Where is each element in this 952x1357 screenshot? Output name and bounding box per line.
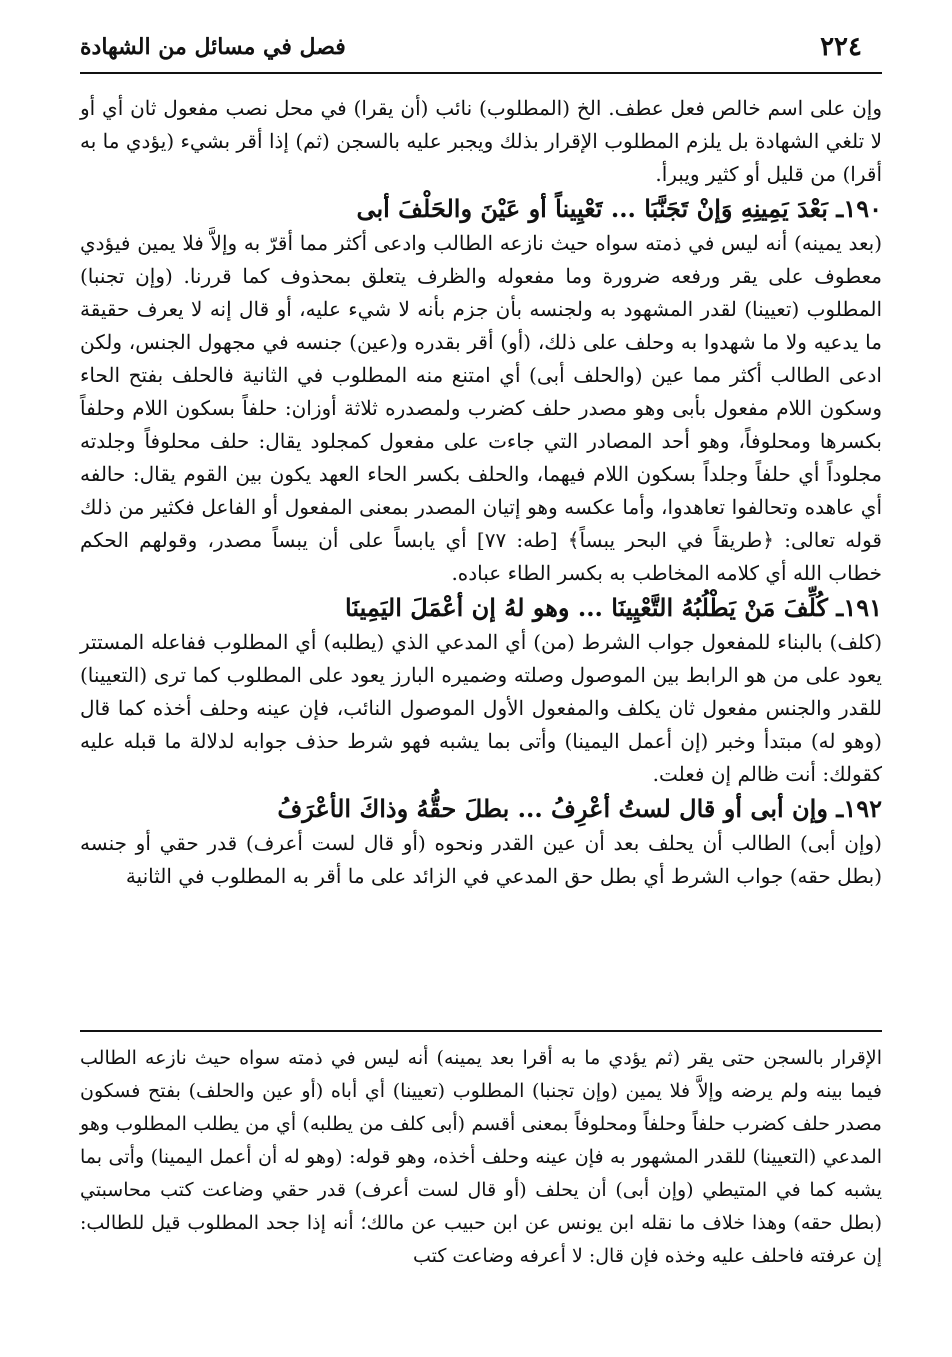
page-number: ٢٢٤ — [820, 32, 862, 62]
header-divider — [80, 72, 882, 74]
footnote-divider — [80, 1030, 882, 1032]
verse-191: ١٩١ـ كُلِّفَ مَنْ يَطْلُبُهُ التَّعْيِينَا ... وهو لهُ إن أعْمَلَ اليَمِينَا — [345, 593, 882, 622]
footnote-text: الإقرار بالسجن حتى يقر (ثم يؤدي ما به أقرا بعد يمينه) أنه ليس في ذمته سواه حيث نازعه الطالب فيما بينه ولم يرضه وإلاَّ فلا يمين (وإن تجنبا) المطلوب (تعيينا) أي أباه (أو عين والحلف) بفتح فسكون مصدر حلف كضرب حلفاً وحلفاً ومحلوفاً بمعنى أقسم (أبى كلف من يطلبه) أي من يطلب المطلوب وهو المدعي (التعيينا) للقدر المشهور به فإن عينه وحلف أخذه، وهو قوله: (وهو له أن أعمل اليمينا) وأتى بما يشبه كما في المتيطي (وإن أبى) أن يحلف (أو قال لست أعرف) قدر حقي وضاعت كتب محاسبتي (بطل حقه) وهذا خلاف ما نقله ابن يونس عن ابن حبيب عن مالك؛ أنه إذا جحد المطلوب قيل للطالب: إن عرفته فاحلف عليه وخذه فإن قال: لا أعرفه وضاعت كتب — [80, 1047, 882, 1267]
commentary-191: (كلف) بالبناء للمفعول جواب الشرط (من) أي المدعي الذي (يطلبه) أي المطلوب ففاعله المستتر يعود على من هو الرابط بين الموصول وصلته وضميره البارز يعود على المطلوب كما ترى (التعيينا) للقدر والجنس مفعول ثان يكلف والمفعول الأول الموصول النائب، فإن عينه وحلف أخذه كما قال (وهو له) مبتدأ وخبر (إن أعمل اليمينا) وأتى بما يشبه فهو شرط حذف جوابه لدلالة ما قبله عليه كقولك: أنت ظالم إن فعلت. — [80, 630, 883, 786]
intro-paragraph: وإن على اسم خالص فعل عطف. الخ (المطلوب) نائب (أن يقرا) في محل نصب مفعول ثان أي أو لا تلغي الشهادة بل يلزم المطلوب الإقرار بذلك ويجبر عليه بالسجن (ثم) إذا أقر بشيء (يؤدي ما به أقرا) من قليل أو كثير ويبرأ. — [80, 96, 882, 186]
verse-192: ١٩٢ـ وإن أبى أو قال لستُ أعْرِفُ ... بطلَ حقُّهُ وذاكَ الأعْرَفُ — [277, 794, 882, 823]
page-header — [80, 28, 880, 68]
footnote-section — [80, 1042, 882, 1273]
main-text — [80, 92, 882, 893]
commentary-190: (بعد يمينه) أنه ليس في ذمته سواه حيث نازعه الطالب وادعى أكثر مما أقرّ به وإلاَّ فلا يمين فيؤدي معطوف على يقر ورفعه ضرورة وما مفعوله والظرف يتعلق بمحذوف كما قررنا. (وإن تجنبا) المطلوب (تعيينا) لقدر المشهود به ولجنسه بأن جزم بأنه لا شيء عليه، أو قال إنه لا يعرف حقيقة ما يدعيه ولا ما شهدوا به وحلف على ذلك، (أو) أقر بقدره و(عين) جنسه في مجهول الجنس، ولكن ادعى الطالب أكثر مما عين (والحلف أبى) أي امتنع منه المطلوب في الثانية فالحلف بفتح الحاء وسكون اللام مفعول بأبى وهو مصدر حلف كضرب ولمصدره ثلاثة أوزان: حلفاً بسكون اللام وحلفاً بكسرها ومحلوفاً، وهو أحد المصادر التي جاءت على مفعول كمجلود يقال: حلف محلوفاً وجلدته مجلوداً أي حلفاً وجلداً بسكون اللام فيهما، والحلف بكسر الحاء العهد يكون بين القوم يقال: حالفه أي عاهده وتحالفوا تعاهدوا، وأما عكسه وهو إتيان المصدر بمعنى المفعول أو الفاعل فكثير من ذلك قوله تعالى: ﴿طريقاً في البحر يبساً﴾ [طه: ٧٧] أي يابساً على أن يبساً مصدر، وقولهم الحكم خطاب الله أي كلامه المخاطب به بكسر الطاء عباده. — [80, 231, 883, 585]
verse-190: ١٩٠ـ بَعْدَ يَمِينِهِ وَإنْ تَجَنَّبَا ... تَعْيِيناً أو عَيْنَ والحَلْفَ أبى — [356, 194, 882, 223]
commentary-192: (وإن أبى) الطالب أن يحلف بعد أن عين القدر ونحوه (أو قال لست أعرف) قدر حقي أو جنسه (بطل حقه) جواب الشرط أي بطل حق المدعي في الزائد على ما أقر به المطلوب في الثانية — [80, 831, 882, 888]
running-title: فصل في مسائل من الشهادة — [80, 34, 346, 60]
